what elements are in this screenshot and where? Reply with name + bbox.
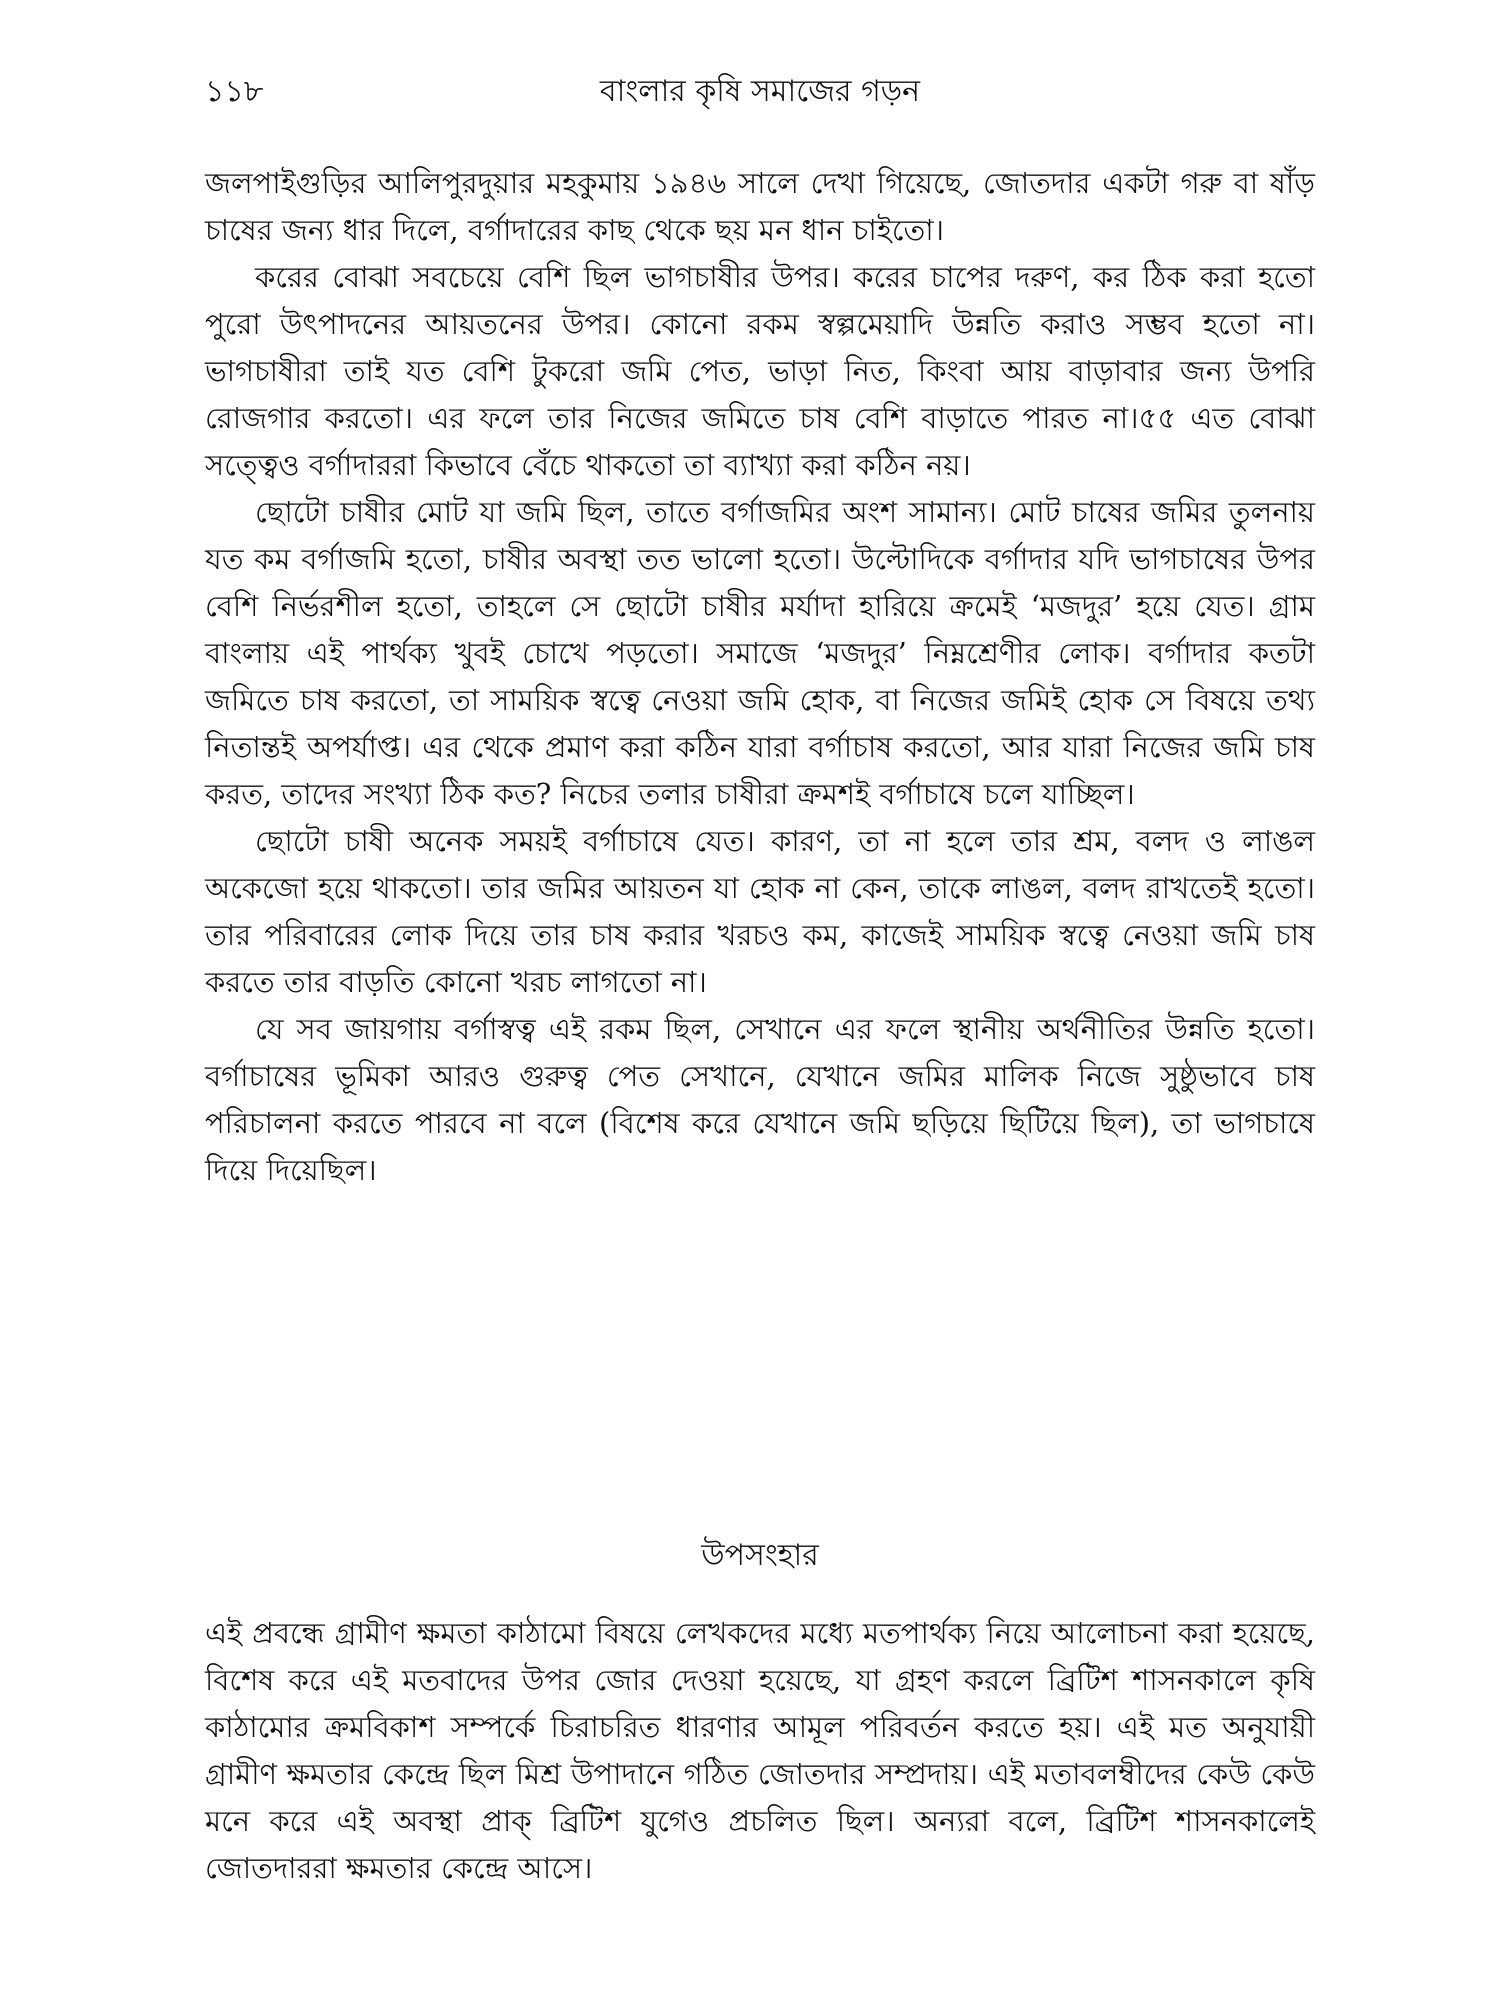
page-number: ১১৮ (205, 74, 264, 109)
conclusion-text (205, 1610, 1315, 1892)
running-title: বাংলার কৃষি সমাজের গড়ন (599, 74, 921, 109)
paragraph-2: করের বোঝা সবচেয়ে বেশি ছিল ভাগচাষীর উপর। করের চাপের দরুণ, কর ঠিক করা হতো পুরো উৎপাদনের আয়তনের উপর। কোনো রকম স্বল্পমেয়াদি উন্নতি করাও সম্ভব হতো না। ভাগচাষীরা তাই যত বেশি টুকরো জমি পেত, ভাড়া নিত, কিংবা আয় বাড়াবার জন্য উপরি রোজগার করতো। এর ফলে তার নিজের জমিতে চাষ বেশি বাড়াতে পারত না।৫৫ এত বোঝা সত্ত্বেও বর্গাদাররা কিভাবে বেঁচে থাকতো তা ব্যাখ্যা করা কঠিন নয়। (205, 260, 1315, 482)
section-heading: উপসংহার (701, 1538, 819, 1573)
running-head (205, 72, 1315, 122)
conclusion-paragraph: এই প্রবন্ধে গ্রামীণ ক্ষমতা কাঠামো বিষয়ে লেখকদের মধ্যে মতপার্থক্য নিয়ে আলোচনা করা হয়েছে, বিশেষ করে এই মতবাদের উপর জোর দেওয়া হয়েছে, যা গ্রহণ করলে ব্রিটিশ শাসনকালে কৃষি কাঠামোর ক্রমবিকাশ সম্পর্কে চিরাচরিত ধারণার আমূল পরিবর্তন করতে হয়। এই মত অনুযায়ী গ্রামীণ ক্ষমতার কেন্দ্রে ছিল মিশ্র উপাদানে গঠিত জোতদার সম্প্রদায়। এই মতাবলম্বীদের কেউ কেউ মনে করে এই অবস্থা প্রাক্ ব্রিটিশ যুগেও প্রচলিত ছিল। অন্যরা বলে, ব্রিটিশ শাসনকালেই জোতদাররা ক্ষমতার কেন্দ্রে আসে। (205, 1616, 1315, 1885)
paragraph-3: ছোটো চাষীর মোট যা জমি ছিল, তাতে বর্গাজমির অংশ সামান্য। মোট চাষের জমির তুলনায় যত কম বর্গাজমি হতো, চাষীর অবস্থা তত ভালো হতো। উল্টোদিকে বর্গাদার যদি ভাগচাষের উপর বেশি নির্ভরশীল হতো, তাহলে সে ছোটো চাষীর মর্যাদা হারিয়ে ক্রমেই ‘মজদুর’ হয়ে যেত। গ্রাম বাংলায় এই পার্থক্য খুবই চোখে পড়তো। সমাজে ‘মজদুর’ নিম্নশ্রেণীর লোক। বর্গাদার কতটা জমিতে চাষ করতো, তা সাময়িক স্বত্বে নেওয়া জমি হোক, বা নিজের জমিই হোক সে বিষয়ে তথ্য নিতান্তই অপর্যাপ্ত। এর থেকে প্রমাণ করা কঠিন যারা বর্গাচাষ করতো, আর যারা নিজের জমি চাষ করত, তাদের সংখ্যা ঠিক কত? নিচের তলার চাষীরা ক্রমশই বর্গাচাষে চলে যাচ্ছিল। (205, 495, 1315, 811)
paragraph-5: যে সব জায়গায় বর্গাস্বত্ব এই রকম ছিল, সেখানে এর ফলে স্থানীয় অর্থনীতির উন্নতি হতো। বর্গাচাষের ভূমিকা আরও গুরুত্ব পেত সেখানে, যেখানে জমির মালিক নিজে সুষ্ঠুভাবে চাষ পরিচালনা করতে পারবে না বলে (বিশেষ করে যেখানে জমি ছড়িয়ে ছিটিয়ে ছিল), তা ভাগচাষে দিয়ে দিয়েছিল। (205, 1012, 1315, 1187)
paragraph-4: ছোটো চাষী অনেক সময়ই বর্গাচাষে যেত। কারণ, তা না হলে তার শ্রম, বলদ ও লাঙল অকেজো হয়ে থাকতো। তার জমির আয়তন যা হোক না কেন, তাকে লাঙল, বলদ রাখতেই হতো। তার পরিবারের লোক দিয়ে তার চাষ করার খরচও কম, কাজেই সাময়িক স্বত্বে নেওয়া জমি চাষ করতে তার বাড়তি কোনো খরচ লাগতো না। (205, 824, 1315, 999)
body-text (205, 160, 1315, 1194)
paragraph-1: জলপাইগুড়ির আলিপুরদুয়ার মহকুমায় ১৯৪৬ সালে দেখা গিয়েছে, জোতদার একটা গরু বা ষাঁড় চাষের জন্য ধার দিলে, বর্গাদারের কাছ থেকে ছয় মন ধান চাইতো। (205, 166, 1315, 247)
